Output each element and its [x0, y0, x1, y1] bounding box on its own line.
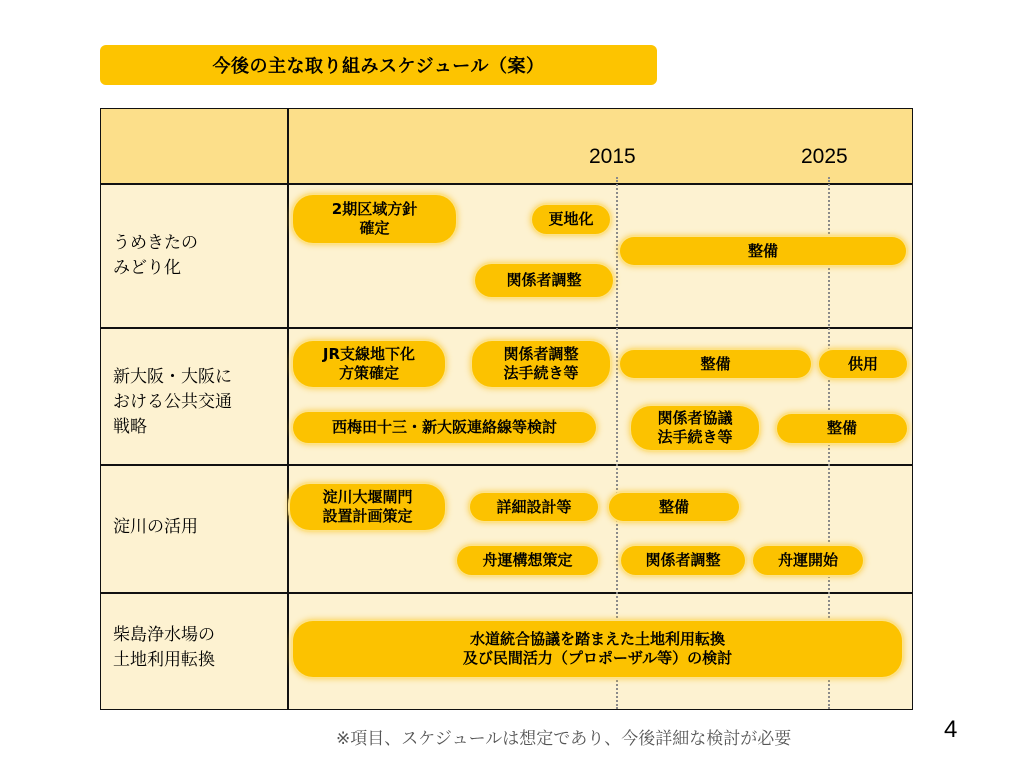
row-divider [101, 592, 912, 594]
bar-jr-branch-underground [293, 341, 445, 387]
bar-text: 確定 [359, 219, 390, 237]
row-label-kunijima [113, 623, 215, 673]
bar-phase2-policy [293, 195, 456, 243]
bar-stakeholder-coordination [475, 264, 613, 297]
bar-coordination-river [621, 546, 745, 575]
page-number: 4 [944, 716, 958, 743]
bar-text: 及び民間活力（プロポーザル等）の検討 [462, 649, 733, 667]
row-divider [101, 464, 912, 466]
bar-text: 関係者調整 [506, 271, 582, 289]
schedule-table [100, 108, 913, 710]
bar-text: 西梅田十三・新大阪連絡線等検討 [331, 418, 557, 436]
table-header [101, 109, 912, 184]
bar-text: 舟運開始 [777, 551, 838, 569]
year-label-2015: 2015 [589, 145, 636, 168]
row-label-transit-strategy [113, 365, 232, 440]
page-title: 今後の主な取り組みスケジュール（案） [100, 45, 657, 85]
row-label-line: 戦略 [113, 417, 147, 437]
bar-text: 整備 [700, 354, 731, 373]
bar-text: 法手続き等 [657, 428, 733, 446]
bar-development-transit [620, 350, 811, 378]
bar-text: 関係者調整 [645, 551, 721, 569]
bar-text: 舟運構想策定 [482, 551, 573, 569]
bar-service-start [819, 350, 907, 378]
bar-detailed-design [470, 493, 598, 521]
bar-text: 整備 [747, 241, 778, 260]
row-label-line: 新大阪・大阪に [113, 367, 232, 387]
bar-text: 詳細設計等 [496, 497, 572, 516]
bar-boat-service-start [753, 546, 863, 575]
bar-text: 法手続き等 [503, 364, 579, 382]
row-divider [101, 183, 912, 185]
row-label-yodogawa [113, 515, 198, 540]
bar-text: 方策確定 [338, 364, 399, 382]
bar-land-use-study [293, 621, 902, 677]
bar-text: 水道統合協議を踏まえた土地利用転換 [469, 630, 725, 648]
bar-text: 供用 [847, 354, 878, 373]
bar-development-line [777, 414, 907, 443]
row-label-umekita [113, 231, 198, 281]
year-label-2025: 2025 [801, 145, 848, 168]
row-label-line: おける公共交通 [113, 392, 232, 412]
bar-boat-plan [457, 546, 598, 575]
row-divider [101, 327, 912, 329]
row-label-line: 土地利用転換 [113, 650, 215, 670]
bar-text: 関係者調整 [503, 345, 579, 363]
bar-text: 整備 [658, 497, 689, 516]
bar-coordination-legal [472, 341, 610, 387]
bar-development-river [609, 493, 739, 521]
bar-text: 更地化 [548, 210, 594, 228]
bar-site-clearing [532, 205, 610, 234]
bar-text: 整備 [826, 419, 857, 437]
bar-yodogawa-lock-plan [290, 484, 445, 530]
column-divider [287, 109, 289, 709]
bar-text: JR支線地下化 [322, 345, 416, 363]
row-label-line: 柴島浄水場の [113, 625, 215, 645]
bar-development [620, 237, 906, 265]
bar-text: 設置計画策定 [322, 507, 413, 525]
bar-nishiumeda-line-study [293, 412, 596, 443]
bar-text: 関係者協議 [657, 409, 733, 427]
footnote: ※項目、スケジュールは想定であり、今後詳細な検討が必要 [336, 729, 792, 749]
row-label-line: うめきたの [113, 233, 198, 253]
row-label-line: 淀川の活用 [113, 517, 198, 537]
row-label-line: みどり化 [113, 258, 181, 278]
bar-stakeholder-consultation [631, 406, 759, 450]
bar-text: 2期区域方針 [331, 200, 418, 218]
bar-text: 淀川大堰閘門 [322, 488, 413, 506]
